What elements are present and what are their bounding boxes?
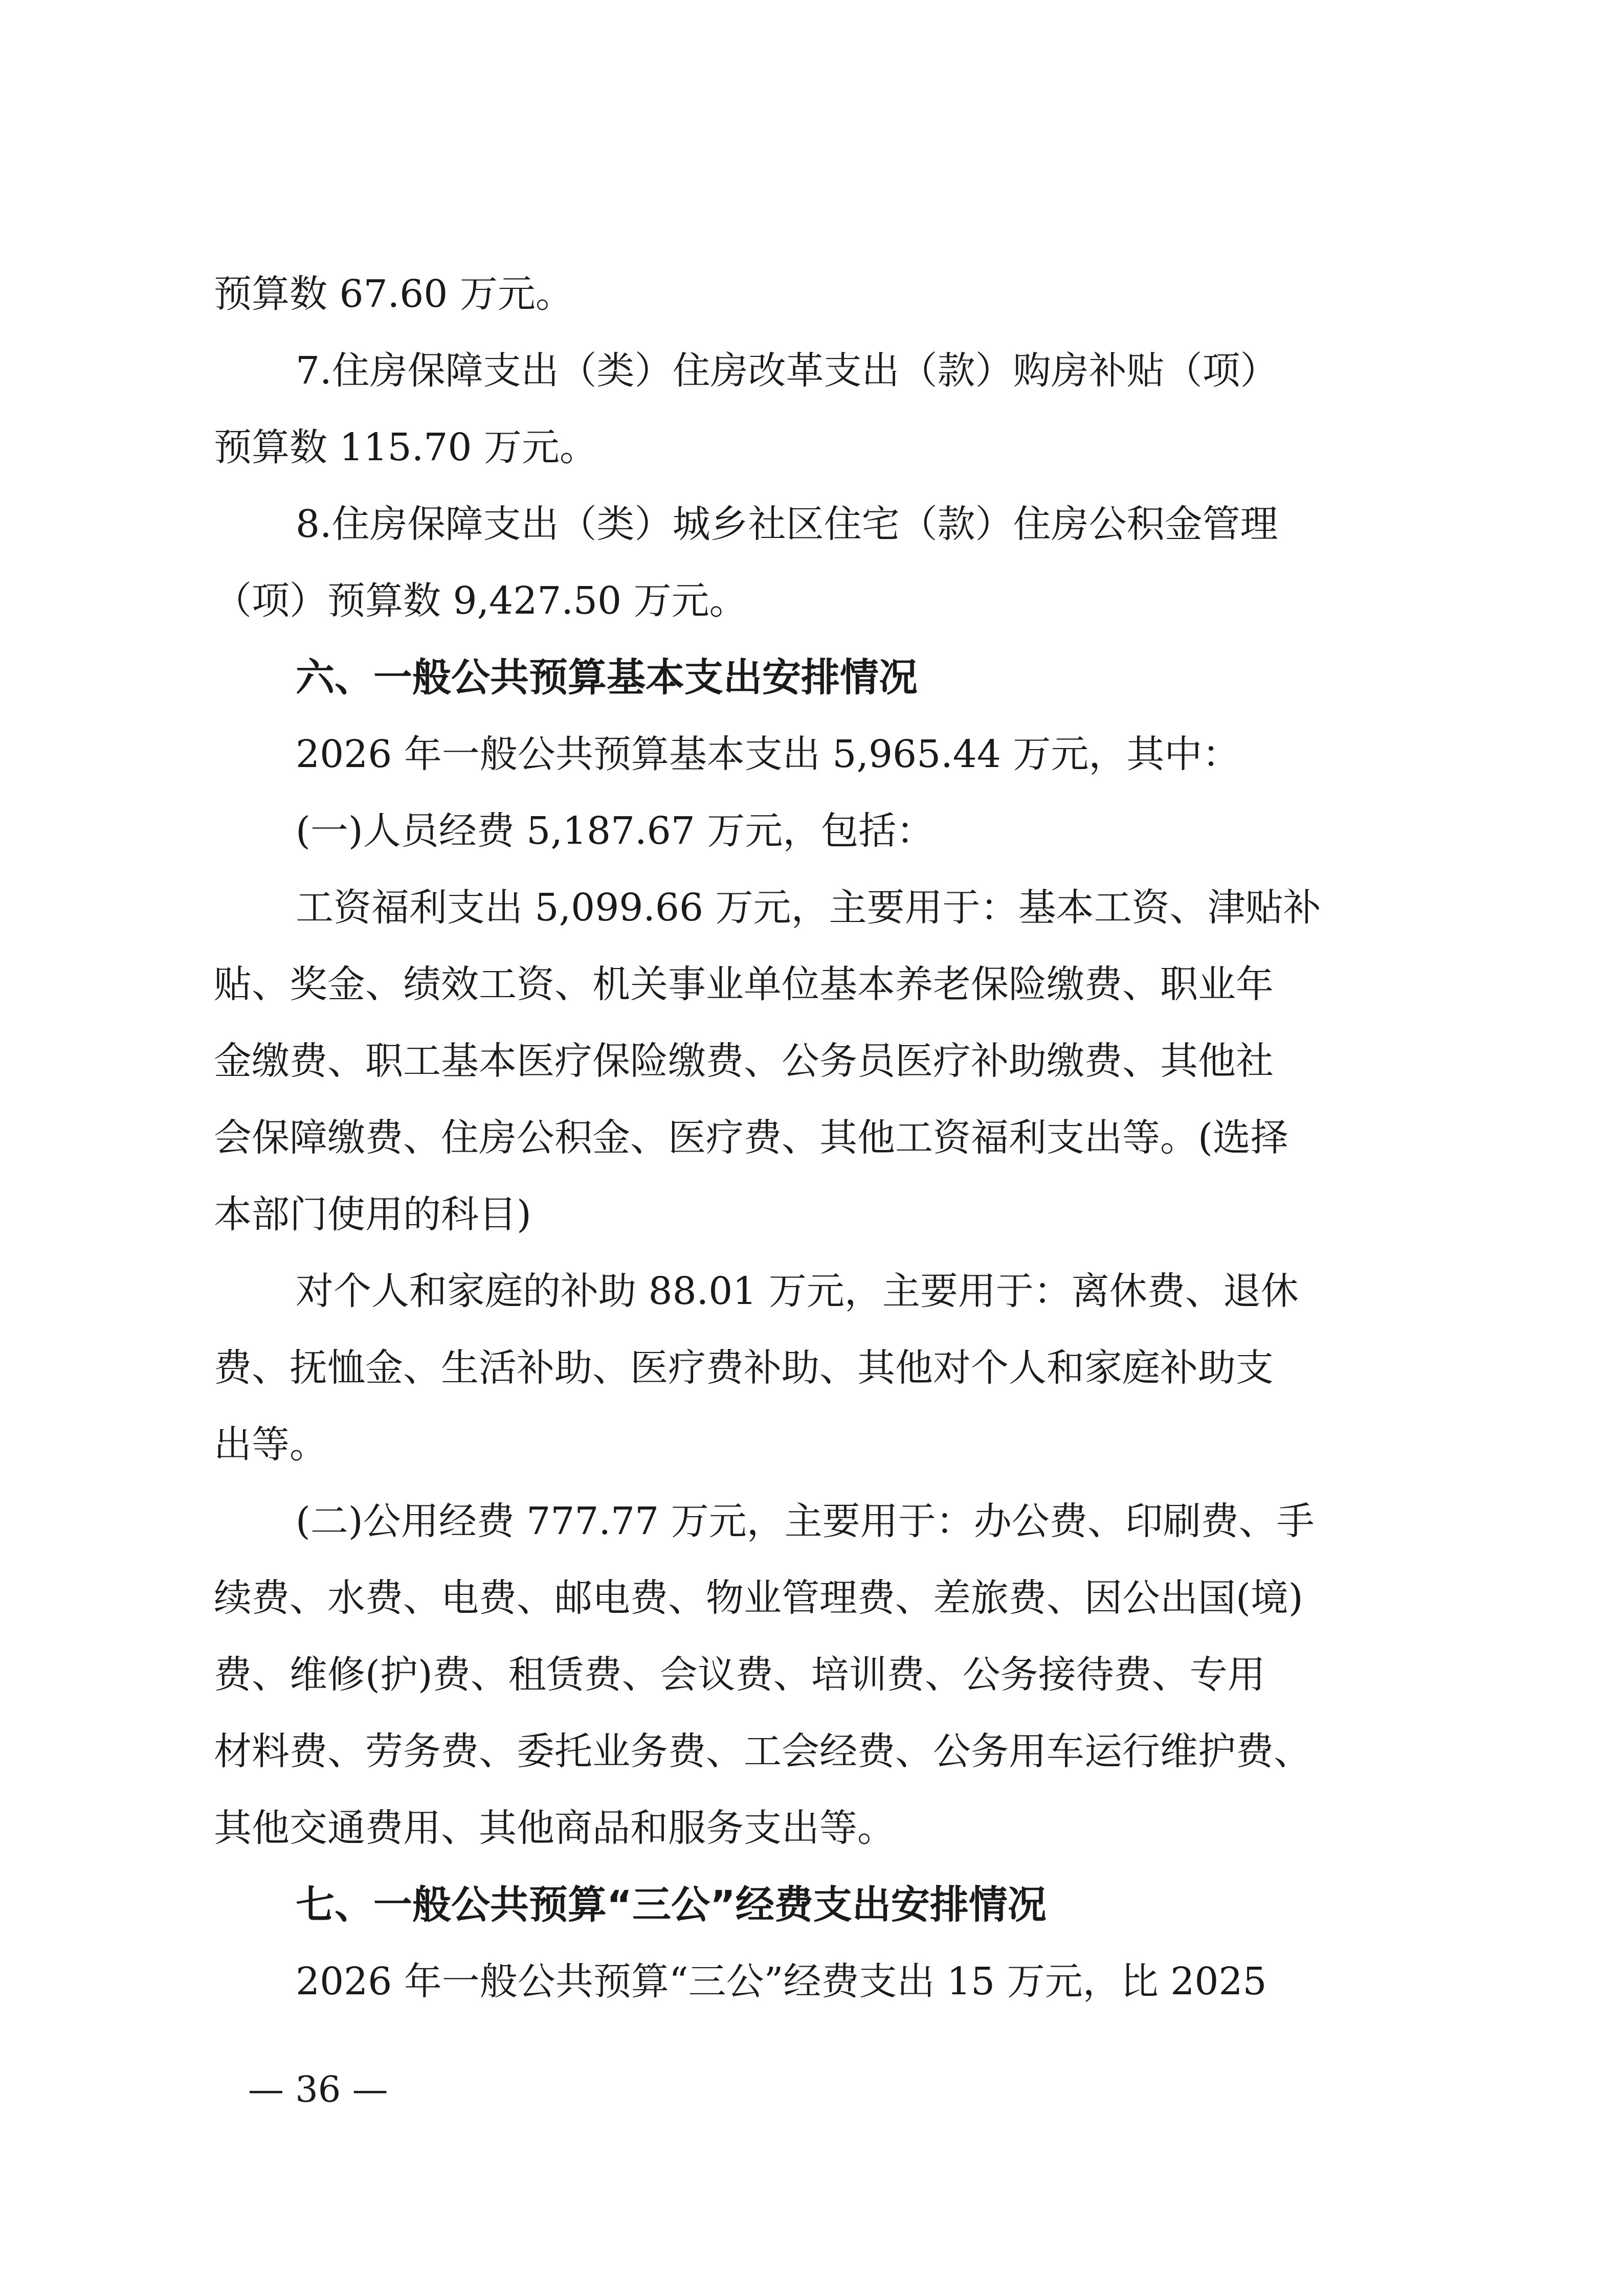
body-text-line: 对个人和家庭的补助 88.01 万元，主要用于：离休费、退休	[296, 1269, 1299, 1313]
body-text-line: 本部门使用的科目)	[214, 1192, 531, 1236]
body-text-line: 费、维修(护)费、租赁费、会议费、培训费、公务接待费、专用	[214, 1653, 1265, 1697]
body-text-line: 预算数 67.60 万元。	[214, 272, 573, 316]
body-text-line: (二)公用经费 777.77 万元，主要用于：办公费、印刷费、手	[296, 1499, 1315, 1543]
body-text-line: 预算数 115.70 万元。	[214, 425, 597, 469]
body-text-line: 2026 年一般公共预算“三公”经费支出 15 万元，比 2025	[296, 1960, 1267, 2004]
section-heading: 七、一般公共预算“三公”经费支出安排情况	[296, 1882, 1047, 1927]
body-text-line: 金缴费、职工基本医疗保险缴费、公务员医疗补助缴费、其他社	[214, 1039, 1274, 1083]
body-text-line: 会保障缴费、住房公积金、医疗费、其他工资福利支出等。(选择	[214, 1116, 1288, 1160]
body-text-line: 续费、水费、电费、邮电费、物业管理费、差旅费、因公出国(境)	[214, 1576, 1303, 1620]
body-text-line: 材料费、劳务费、委托业务费、工会经费、公务用车运行维护费、	[214, 1729, 1311, 1773]
body-text-line: 工资福利支出 5,099.66 万元，主要用于：基本工资、津贴补	[296, 886, 1321, 930]
body-text-line: 2026 年一般公共预算基本支出 5,965.44 万元，其中：	[296, 732, 1240, 776]
body-text-line: （项）预算数 9,427.50 万元。	[214, 579, 747, 623]
body-text-line: 贴、奖金、绩效工资、机关事业单位基本养老保险缴费、职业年	[214, 962, 1274, 1006]
page-number: — 36 —	[248, 2068, 388, 2110]
section-heading: 六、一般公共预算基本支出安排情况	[296, 655, 918, 700]
body-text-line: 其他交通费用、其他商品和服务支出等。	[214, 1806, 895, 1850]
body-text-line: 7.住房保障支出（类）住房改革支出（款）购房补贴（项）	[296, 349, 1278, 393]
body-text-line: (一)人员经费 5,187.67 万元，包括：	[296, 809, 935, 853]
body-text-line: 费、抚恤金、生活补助、医疗费补助、其他对个人和家庭补助支	[214, 1346, 1274, 1390]
body-text-line: 出等。	[214, 1423, 327, 1467]
body-text-line: 8.住房保障支出（类）城乡社区住宅（款）住房公积金管理	[296, 502, 1278, 546]
